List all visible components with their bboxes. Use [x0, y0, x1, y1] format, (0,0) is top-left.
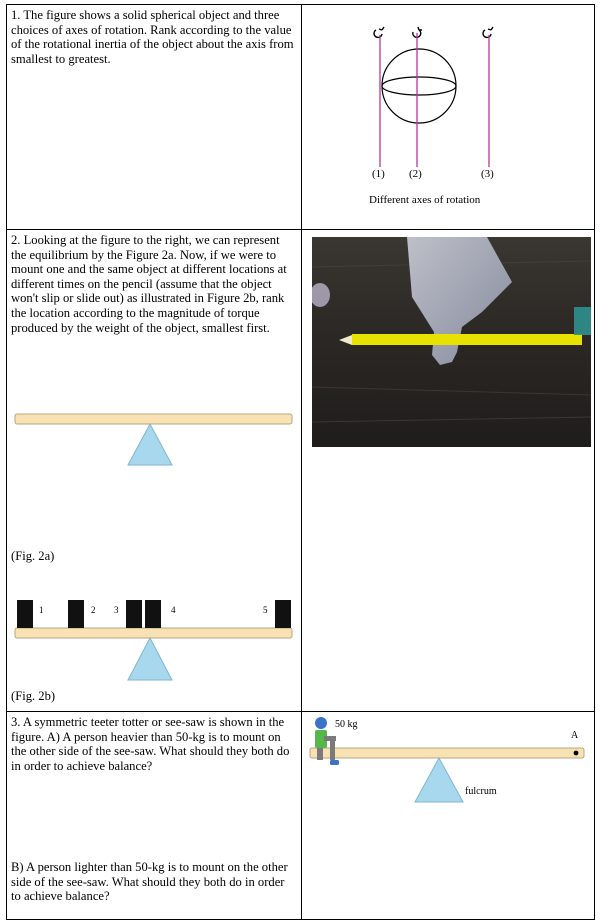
- question-row-2: [7, 230, 595, 712]
- point-a-label: A: [571, 730, 579, 741]
- question-row-3: [7, 712, 595, 920]
- pencil-balance-photo: [312, 237, 591, 447]
- fig-2a-seesaw: [7, 406, 301, 476]
- seesaw-figure: [302, 712, 594, 914]
- q2-photo-cell: [302, 230, 595, 712]
- photo-illustration: [312, 237, 591, 447]
- q3-text-b: B) A person lighter than 50-kg is to mount on the other side of the see-saw. What should they both do in order to achieve balance?: [11, 860, 288, 904]
- sphere: [382, 49, 456, 123]
- q1-figure-cell: [302, 5, 595, 230]
- q1-text-cell: [7, 5, 302, 230]
- q3-text-cell: [7, 712, 302, 920]
- fig-2b-plank: [15, 628, 292, 638]
- position-label-3: 3: [114, 605, 119, 615]
- pencil-body: [352, 334, 582, 345]
- position-label-5: 5: [263, 605, 268, 615]
- q2-text: 2. Looking at the figure to the right, we can represent the equilibrium by the Figure 2a. Now, if we were to mount one and the same object at different locations at different times on the pencil (assume that the object won't slip or slide out) as illustrated in Figure 2b, rank the location according to the magnitude of torque produced by the weight of the object, smallest first.: [11, 233, 287, 335]
- rotation-arrow-1: [374, 30, 382, 37]
- question-table: [6, 4, 595, 920]
- fulcrum-label: fulcrum: [465, 786, 497, 797]
- rotation-arrow-3: [483, 30, 491, 37]
- fig-2a-label: (Fig. 2a): [11, 549, 55, 563]
- fig-2b-fulcrum: [128, 638, 172, 680]
- sphere-axes-figure: [302, 5, 594, 224]
- fig-2b-label: (Fig. 2b): [11, 689, 56, 703]
- q3-figure-cell: [302, 712, 595, 920]
- position-label-1: 1: [39, 605, 44, 615]
- person-head: [315, 717, 327, 729]
- position-label-4: 4: [171, 605, 176, 615]
- axis-label-1: (1): [372, 168, 385, 180]
- q3-text-a: 3. A symmetric teeter totter or see-saw is shown in the figure. A) A person heavier than 50-kg is to mount on the other side of the see-saw. What should they both do in order to achieve balance?: [11, 715, 290, 773]
- object-block-1: [17, 600, 33, 628]
- position-label-2: 2: [91, 605, 96, 615]
- rotation-arrows: [374, 27, 493, 37]
- question-row-1: [7, 5, 595, 230]
- sphere-equator: [382, 77, 456, 95]
- object-block-2: [68, 600, 84, 628]
- fig-2a-plank: [15, 414, 292, 424]
- figure-caption: Different axes of rotation: [369, 194, 481, 206]
- person-leg: [330, 736, 335, 760]
- q1-text: 1. The figure shows a solid spherical object and three choices of axes of rotation. Rank according to the value of the rotational inertia of the object about the axis from smallest to greatest.: [11, 8, 294, 66]
- worksheet: [6, 4, 594, 910]
- point-a-marker: [574, 751, 579, 756]
- object-block-5: [275, 600, 291, 628]
- fig-2b-seesaw: [7, 600, 301, 690]
- q2-text-cell: [7, 230, 302, 712]
- axis-label-2: (2): [409, 168, 422, 180]
- seesaw-fulcrum: [415, 758, 463, 802]
- axis-label-3: (3): [481, 168, 494, 180]
- fig-2a-fulcrum: [128, 424, 172, 465]
- object-block-4: [145, 600, 161, 628]
- seesaw-plank: [310, 748, 584, 758]
- person-foot: [330, 760, 339, 765]
- mass-label: 50 kg: [335, 719, 358, 730]
- object-block-3: [126, 600, 142, 628]
